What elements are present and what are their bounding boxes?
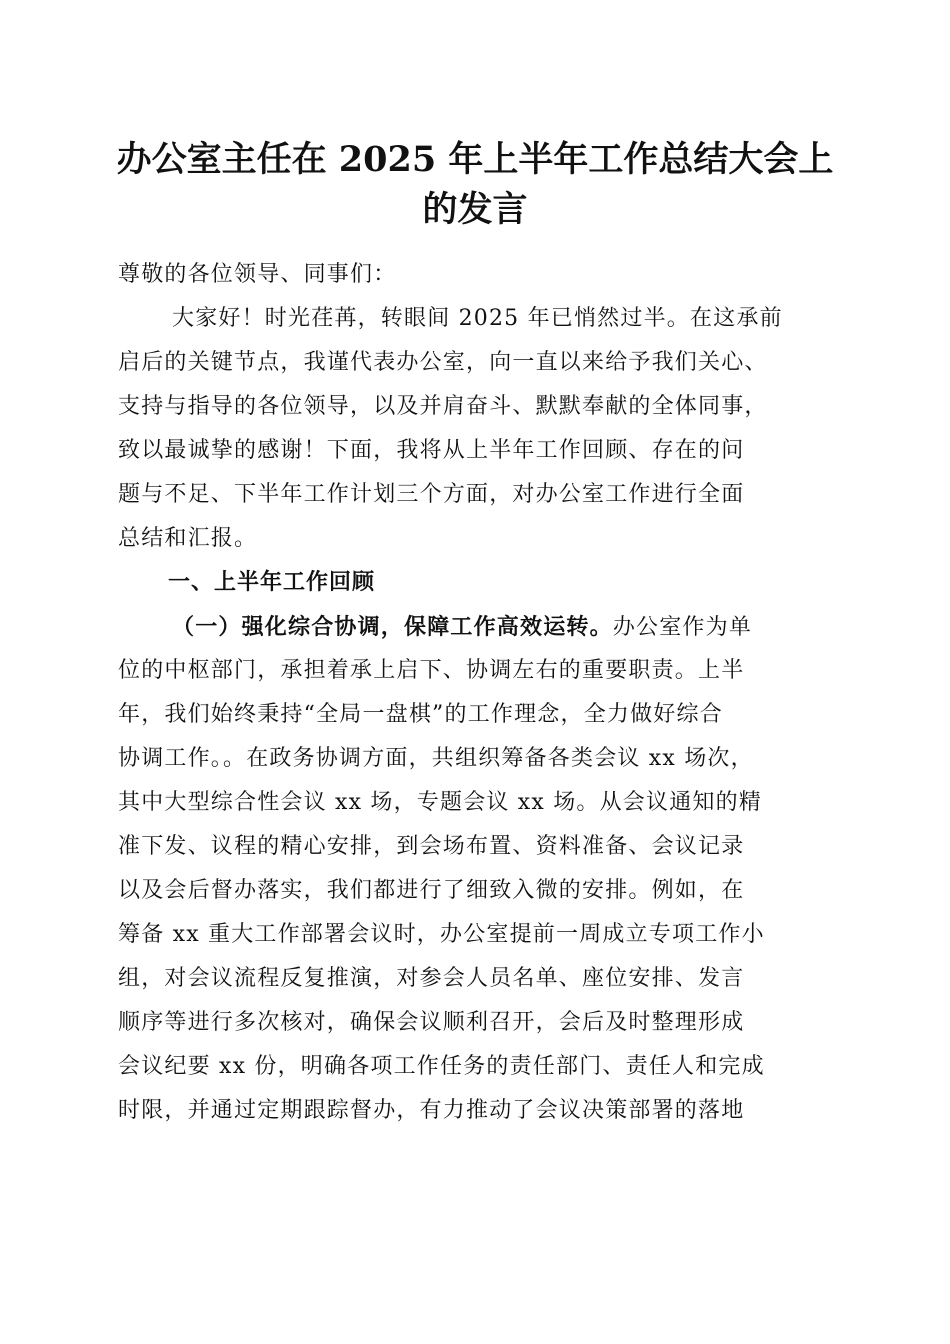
title-line-2: 的发言	[422, 189, 528, 230]
document-title	[110, 135, 840, 235]
subsection-line: 顺序等进行多次核对，确保会议顺利召开，会后及时整理形成	[118, 1010, 745, 1035]
document-body	[118, 253, 838, 1133]
subsection-line: 会议纪要 xx 份，明确各项工作任务的责任部门、责任人和完成	[118, 1054, 765, 1079]
title-line-1: 办公室主任在 2025 年上半年工作总结大会上	[116, 139, 834, 180]
subsection-line: 组，对会议流程反复推演，对参会人员名单、座位安排、发言	[118, 966, 745, 991]
salutation: 尊敬的各位领导、同事们：	[118, 262, 397, 287]
subsection-line: 时限，并通过定期跟踪督办，有力推动了会议决策部署的落地	[118, 1098, 745, 1123]
subsection-line: 年，我们始终秉持“全局一盘棋”的工作理念，全力做好综合	[118, 702, 723, 727]
subsection-line: 协调工作。。在政务协调方面，共组织筹备各类会议 xx 场次，	[118, 746, 754, 771]
subsection-line: 以及会后督办落实，我们都进行了细致入微的安排。例如，在	[118, 878, 745, 903]
intro-line: 启后的关键节点，我谨代表办公室，向一直以来给予我们关心、	[118, 350, 768, 375]
subsection-line: 筹备 xx 重大工作部署会议时，办公室提前一周成立专项工作小	[118, 922, 765, 947]
intro-line: 大家好！时光荏苒，转眼间 2025 年已悄然过半。在这承前	[172, 306, 783, 331]
intro-line: 支持与指导的各位领导，以及并肩奋斗、默默奉献的全体同事，	[118, 394, 768, 419]
subsection-first-line-rest: 办公室作为单	[612, 615, 753, 640]
subsection-line: 其中大型综合性会议 xx 场，专题会议 xx 场。从会议通知的精	[118, 790, 763, 815]
intro-line: 题与不足、下半年工作计划三个方面，对办公室工作进行全面	[118, 482, 745, 507]
section-heading: 一、上半年工作回顾	[168, 570, 376, 595]
intro-line: 总结和汇报。	[118, 526, 258, 551]
subsection-first-line	[118, 605, 838, 649]
intro-line: 致以最诚挚的感谢！下面，我将从上半年工作回顾、存在的问	[118, 438, 745, 463]
subsection-lead: （一）强化综合协调，保障工作高效运转。	[172, 614, 613, 640]
subsection-line: 位的中枢部门，承担着承上启下、协调左右的重要职责。上半	[118, 658, 745, 683]
subsection-line: 准下发、议程的精心安排，到会场布置、资料准备、会议记录	[118, 834, 745, 859]
